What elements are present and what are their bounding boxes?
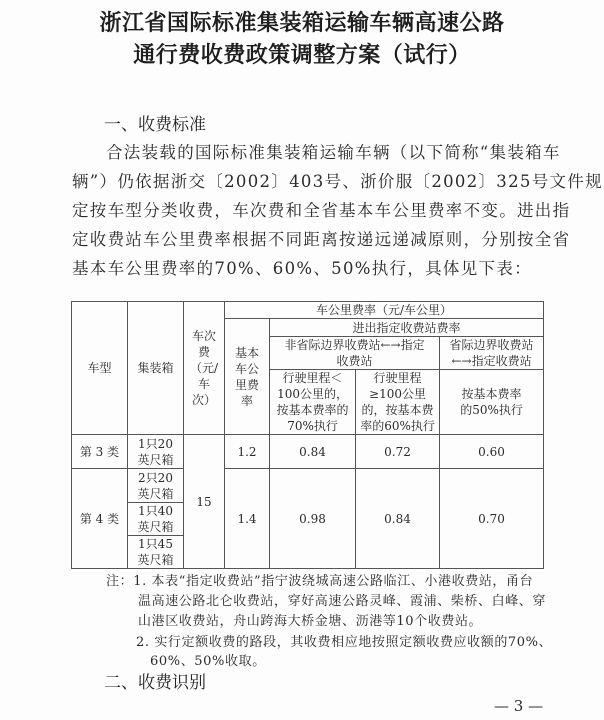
paragraph-line: 定按车型分类收费，车次费和全省基本车公里费率不变。进出指 <box>72 201 571 220</box>
cell-r70: 0.98 <box>270 469 356 569</box>
cell-r50: 0.60 <box>440 435 544 469</box>
table-row <box>72 469 544 503</box>
note-line: 温高速公路北仑收费站，穿好高速公路灵峰、霞浦、柴桥、白峰、穿 <box>138 594 547 609</box>
paragraph-line: 合法装载的国际标准集装箱运输车辆（以下简称“集装箱车 <box>106 143 561 162</box>
note-line: 注：1. 本表“指定收费站”指宁波绕城高速公路临江、小港收费站，甬台 <box>106 574 534 589</box>
cell-r70: 0.84 <box>270 435 356 469</box>
header-container: 集装箱 <box>128 302 184 435</box>
cell-container: 1只45英尺箱 <box>128 536 184 569</box>
doc-title-line2: 通行费收费政策调整方案（试行） <box>133 42 471 68</box>
header-50: 按基本费率的50%执行 <box>440 370 544 435</box>
header-rate: 车公里费率（元/车公里） <box>225 302 544 319</box>
cell-base: 1.4 <box>225 469 270 569</box>
cell-r60: 0.72 <box>356 435 440 469</box>
header-trip-fee: 车次费（元/车次） <box>184 302 225 435</box>
section-heading-2: 二、收费识别 <box>104 673 206 693</box>
page-number: — 3 — <box>494 697 544 715</box>
cell-type: 第 4 类 <box>72 469 128 569</box>
header-nonborder: 非省际边界收费站←→指定收费站 <box>270 337 440 370</box>
cell-base: 1.2 <box>225 435 270 469</box>
cell-container: 2只20英尺箱 <box>128 469 184 503</box>
cell-container: 1只20英尺箱 <box>128 435 184 469</box>
paragraph-line: 辆”）仍依据浙交〔2002〕403号、浙价服〔2002〕325号文件规 <box>72 172 603 191</box>
paragraph-line: 基本车公里费率的70%、60%、50%执行，具体见下表： <box>72 259 532 278</box>
doc-title-line1: 浙江省国际标准集装箱运输车辆高速公路 <box>99 10 505 36</box>
cell-r60: 0.84 <box>356 469 440 569</box>
section-heading-1: 一、收费标准 <box>104 115 206 135</box>
paragraph-line: 定收费站车公里费率根据不同距离按递远递减原则，分别按全省 <box>72 230 571 249</box>
header-type: 车型 <box>72 302 128 435</box>
note-line: 60%、50%收取。 <box>150 654 266 669</box>
cell-trip-fee: 15 <box>184 435 225 569</box>
header-border: 省际边界收费站←→指定收费站 <box>440 337 544 370</box>
table-row <box>72 435 544 469</box>
note-line: 山港区收费站，舟山跨海大桥金塘、沥港等10个收费站。 <box>138 614 483 629</box>
header-base-rate: 基本车公里费率 <box>225 319 270 435</box>
fee-table <box>71 301 544 569</box>
header-ge100: 行驶里程≥100公里的，按基本费率的60%执行 <box>356 370 440 435</box>
cell-type: 第 3 类 <box>72 435 128 469</box>
header-designated: 进出指定收费站费率 <box>270 319 544 337</box>
header-lt100: 行驶里程＜100公里的，按基本费率的70%执行 <box>270 370 356 435</box>
note-line: 2. 实行定额收费的路段，其收费相应地按照定额收费应收额的70%、 <box>136 635 553 650</box>
cell-r50: 0.70 <box>440 469 544 569</box>
cell-container: 1只40英尺箱 <box>128 503 184 536</box>
